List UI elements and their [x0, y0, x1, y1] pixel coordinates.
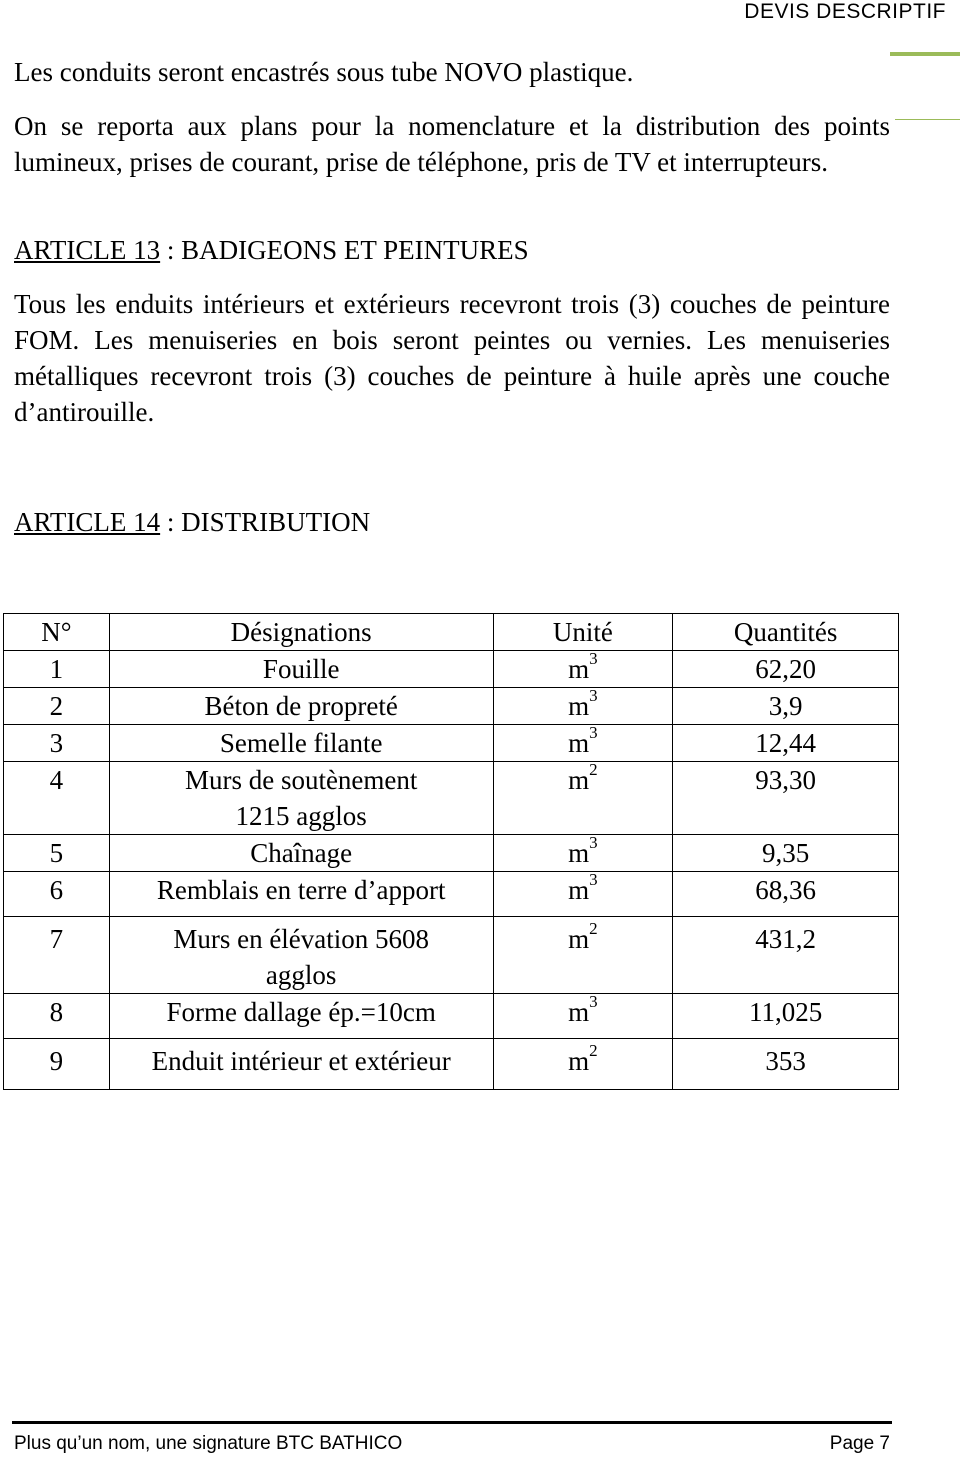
- header-accent-rule: [890, 52, 960, 56]
- table-row: [4, 688, 899, 725]
- paragraph-peintures: Tous les enduits intérieurs et extérieurs recevront trois (3) couches de peinture FOM. Les menuiseries en bois seront peintes ou vernies. Les menuiseries métalliques recevront trois (3) couches de peinture à huile après une couche d’antirouille.: [14, 289, 890, 427]
- row-quantity: 62,20: [673, 651, 899, 688]
- row-quantity: 12,44: [673, 725, 899, 762]
- paragraph-conduits: Les conduits seront encastrés sous tube NOVO plastique.: [14, 57, 634, 87]
- distribution-table: [3, 613, 899, 1090]
- footer-rule: [12, 1421, 892, 1424]
- row-quantity: 3,9: [673, 688, 899, 725]
- header-unit: Unité: [493, 614, 673, 651]
- row-unit: [493, 651, 673, 688]
- row-unit: [493, 835, 673, 872]
- unit-symbol: m: [568, 875, 590, 905]
- row-number: 5: [4, 835, 110, 872]
- table-row: [4, 917, 899, 994]
- row-designation: Fouille: [109, 651, 493, 688]
- row-designation: Enduit intérieur et extérieur: [109, 1039, 493, 1090]
- row-number: 2: [4, 688, 110, 725]
- table-row: [4, 651, 899, 688]
- article-14-label: ARTICLE 14: [14, 507, 161, 537]
- unit-symbol: m: [568, 997, 590, 1027]
- row-number: 7: [4, 917, 110, 994]
- table-header-row: [4, 614, 899, 651]
- row-unit: [493, 872, 673, 917]
- row-designation: Murs en élévation 5608 agglos: [109, 917, 493, 994]
- unit-exponent: 3: [589, 992, 598, 1011]
- unit-exponent: 3: [589, 833, 598, 852]
- row-unit: [493, 725, 673, 762]
- row-number: 1: [4, 651, 110, 688]
- row-quantity: 353: [673, 1039, 899, 1090]
- table-row: [4, 1039, 899, 1090]
- row-number: 3: [4, 725, 110, 762]
- row-unit: [493, 688, 673, 725]
- table-row: [4, 725, 899, 762]
- article-13-label: ARTICLE 13: [14, 235, 161, 265]
- row-designation: Semelle filante: [109, 725, 493, 762]
- table-row: [4, 762, 899, 835]
- unit-symbol: m: [568, 691, 590, 721]
- row-designation: Béton de propreté: [109, 688, 493, 725]
- row-number: 8: [4, 994, 110, 1039]
- unit-exponent: 3: [589, 723, 598, 742]
- paragraph-plans: On se reporta aux plans pour la nomenclature et la distribution des points lumineux, prises de courant, prise de téléphone, pris de TV et interrupteurs.: [14, 111, 890, 177]
- article-14-heading: [14, 504, 370, 540]
- unit-exponent: 3: [589, 870, 598, 889]
- row-designation: Forme dallage ép.=10cm: [109, 994, 493, 1039]
- table-row: [4, 994, 899, 1039]
- header-accent-thin-rule: [895, 119, 960, 120]
- unit-exponent: 3: [589, 686, 598, 705]
- row-quantity: 431,2: [673, 917, 899, 994]
- row-quantity: 93,30: [673, 762, 899, 835]
- unit-symbol: m: [568, 838, 590, 868]
- unit-symbol: m: [568, 1046, 590, 1076]
- article-13-separator: :: [160, 235, 182, 265]
- article-13-title: BADIGEONS ET PEINTURES: [181, 235, 529, 265]
- row-number: 9: [4, 1039, 110, 1090]
- unit-exponent: 2: [589, 919, 598, 938]
- footer-page-number: Page 7: [829, 1433, 890, 1454]
- row-unit: [493, 917, 673, 994]
- row-unit: [493, 1039, 673, 1090]
- table-row: [4, 872, 899, 917]
- document-header-title: DEVIS DESCRIPTIF: [744, 0, 946, 23]
- article-14-separator: :: [160, 507, 182, 537]
- header-quantities: Quantités: [673, 614, 899, 651]
- footer-signature: Plus qu’un nom, une signature BTC BATHICO: [14, 1433, 403, 1454]
- table-row: [4, 835, 899, 872]
- unit-symbol: m: [568, 728, 590, 758]
- header-number: N°: [4, 614, 110, 651]
- unit-exponent: 3: [589, 649, 598, 668]
- row-number: 6: [4, 872, 110, 917]
- unit-symbol: m: [568, 654, 590, 684]
- unit-symbol: m: [568, 924, 590, 954]
- article-14-title: DISTRIBUTION: [181, 507, 371, 537]
- row-quantity: 11,025: [673, 994, 899, 1039]
- row-quantity: 68,36: [673, 872, 899, 917]
- row-quantity: 9,35: [673, 835, 899, 872]
- unit-exponent: 2: [589, 760, 598, 779]
- article-13-heading: [14, 232, 529, 268]
- header-designations: Désignations: [109, 614, 493, 651]
- row-unit: [493, 762, 673, 835]
- row-unit: [493, 994, 673, 1039]
- row-designation: Chaînage: [109, 835, 493, 872]
- unit-symbol: m: [568, 765, 590, 795]
- unit-exponent: 2: [589, 1041, 598, 1060]
- row-designation: Remblais en terre d’apport: [109, 872, 493, 917]
- row-designation: Murs de soutènement 1215 agglos: [109, 762, 493, 835]
- row-number: 4: [4, 762, 110, 835]
